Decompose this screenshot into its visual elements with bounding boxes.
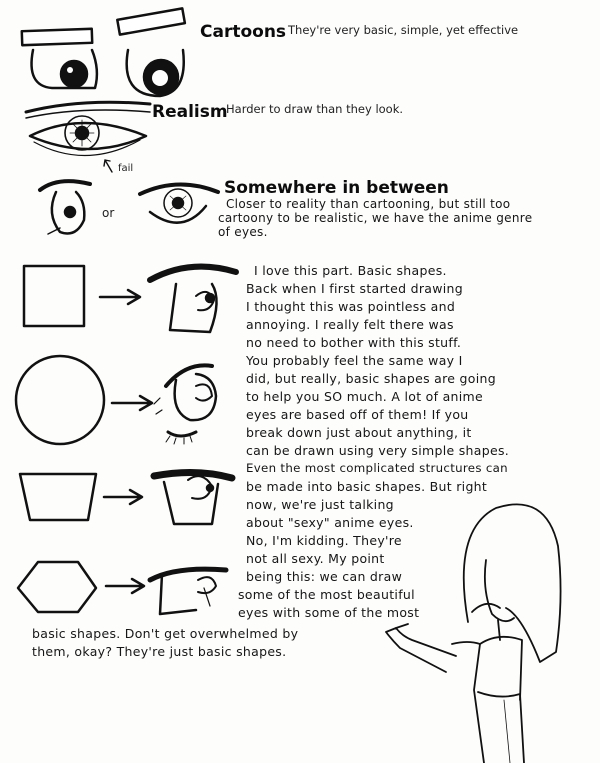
or-label: or [102,206,115,220]
paragraph-line: No, I'm kidding. They're [246,533,402,548]
fail-arrow-icon [104,160,112,172]
paragraph-line: You probably feel the same way I [246,353,463,368]
eye-from-square [150,267,236,332]
paragraph-line: I love this part. Basic shapes. [254,263,447,278]
paragraph-line: being this: we can draw [246,569,403,584]
in-between-line: cartoony to be realistic, we have the anime genre [218,211,533,225]
paragraph-line: I thought this was pointless and [246,299,456,314]
cartoons-caption: They're very basic, simple, yet effective [288,23,519,37]
cartoons-heading: Cartoons [200,22,287,42]
circle-shape [16,356,104,444]
paragraph-line: be made into basic shapes. But right [246,479,488,494]
arrow-right-icon [100,290,140,304]
paragraph-line: some of the most beautiful [238,587,415,602]
paragraph-line: basic shapes. Don't get overwhelmed by [32,626,299,641]
realism-caption: Harder to draw than they look. [226,102,404,116]
arrow-right-icon [106,579,144,593]
paragraph-line: no need to bother with this stuff. [246,335,462,350]
in-between-heading: Somewhere in between [224,178,449,198]
paragraph-line: not all sexy. My point [246,551,385,566]
paragraph-line: can be drawn using very simple shapes. [246,443,510,458]
paragraph-line: now, we're just talking [246,497,394,512]
paragraph-line: to help you SO much. A lot of anime [246,389,484,404]
cartoon-eyes [22,8,185,96]
trapezoid-shape [20,474,96,520]
eye-from-hexagon [150,569,226,614]
paragraph-line: eyes with some of the most [238,605,420,620]
eye-from-trapezoid [154,472,232,524]
arrow-right-icon [104,490,142,504]
in-between-line: of eyes. [218,225,268,239]
fail-label: fail [118,163,134,174]
realism-heading: Realism [152,102,228,122]
paragraph-line: break down just about anything, it [246,425,472,440]
girl-character [386,504,561,763]
arrow-right-icon [112,396,152,410]
paragraph-line: did, but really, basic shapes are going [246,371,496,386]
paragraph-line: annoying. I really felt there was [246,317,454,332]
anime-eye-small [40,181,90,234]
paragraph-line: eyes are based off of them! If you [246,407,469,422]
square-shape [24,266,84,326]
anime-eye-wide [140,184,218,222]
eye-from-circle [154,365,216,444]
in-between-line: Closer to reality than cartooning, but still too [226,197,511,211]
realism-eye [26,102,150,155]
paragraph-line: about "sexy" anime eyes. [246,515,414,530]
paragraph-line: Back when I first started drawing [246,281,464,296]
paragraph-line: them, okay? They're just basic shapes. [32,644,287,659]
hexagon-shape [18,562,96,612]
paragraph-line: Even the most complicated structures can [246,461,508,475]
